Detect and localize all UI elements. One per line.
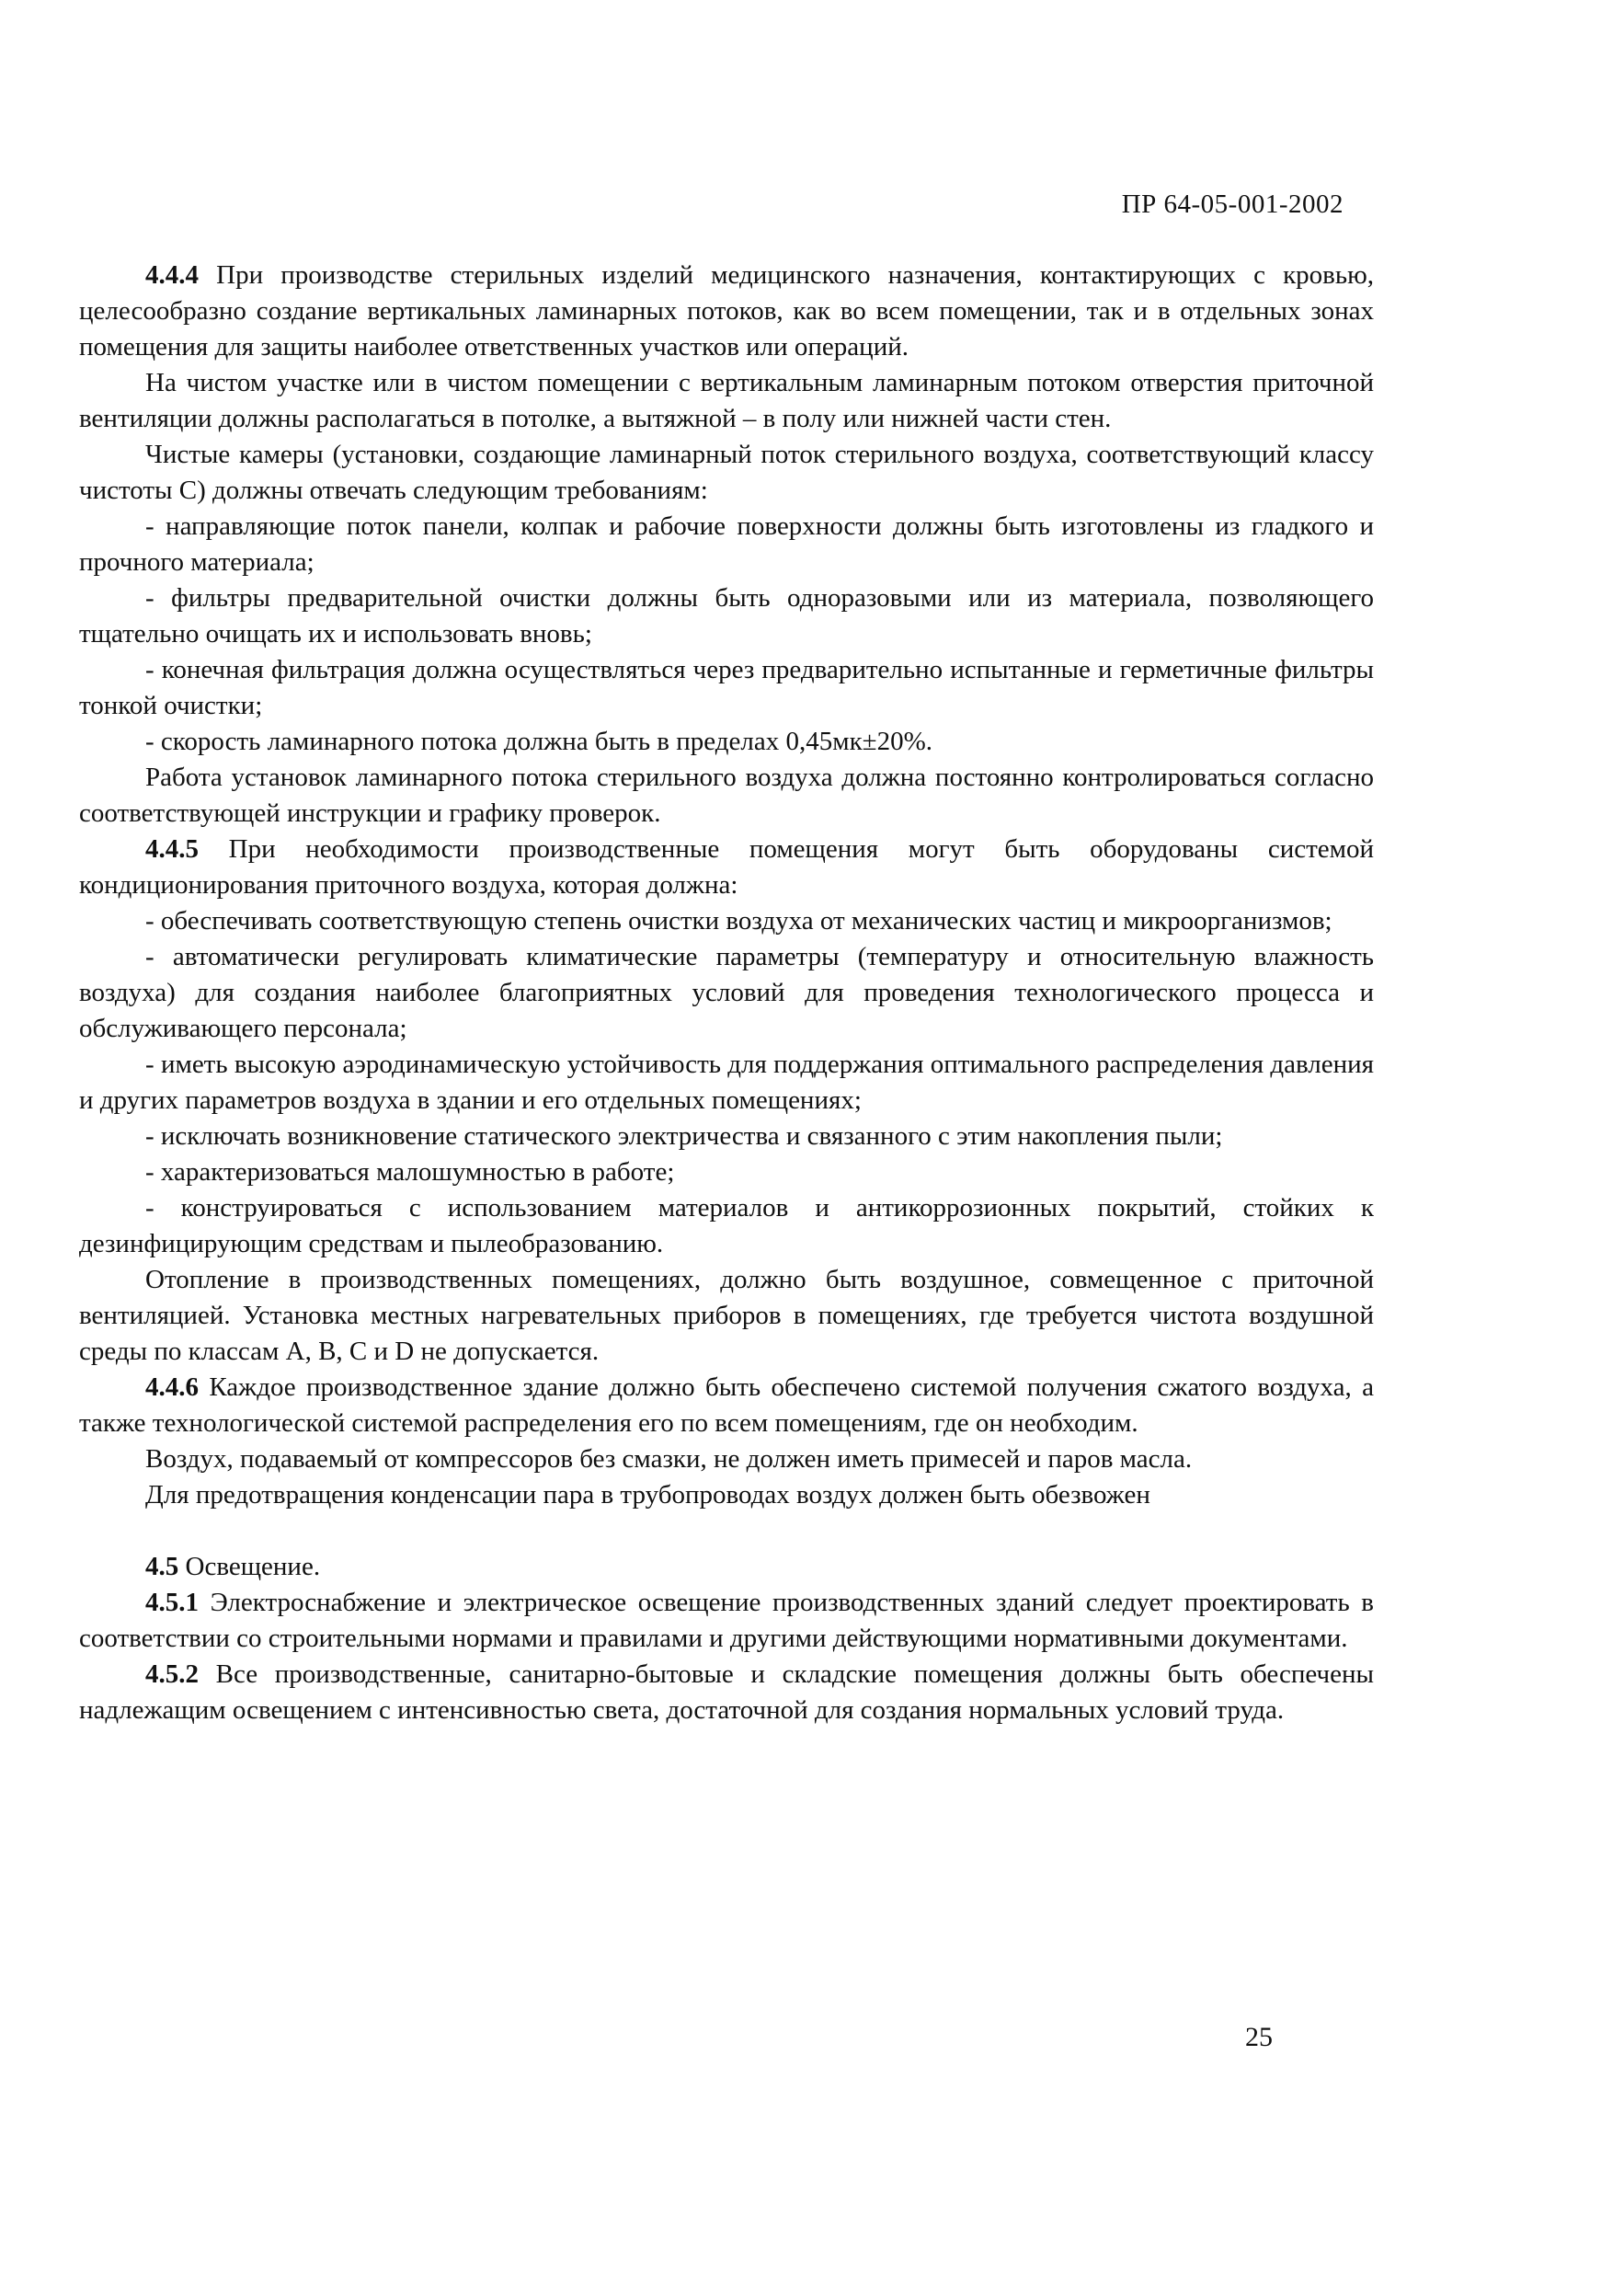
paragraph-text: - направляющие поток панели, колпак и рабочие поверхности должны быть изготовлены из гладкого и прочного материала; (79, 511, 1374, 577)
paragraph-text: При производстве стерильных изделий медицинского назначения, контактирующих с кровью, целесообразно создание вертикальных ламинарных потоков, как во всем помещении, так и в отдельных зонах помещения для защиты наиболее ответственных участков или операций. (79, 260, 1374, 362)
paragraph (79, 365, 1374, 437)
section-number: 4.4.6 (145, 1372, 199, 1402)
list-item (79, 509, 1374, 580)
paragraph-text: Все производственные, санитарно-бытовые и складские помещения должны быть обеспечены надлежащим освещением с интенсивностью света, достаточной для создания нормальных условий труда. (79, 1659, 1374, 1725)
list-item (79, 903, 1374, 939)
paragraph (79, 760, 1374, 832)
paragraph-text: - обеспечивать соответствующую степень очистки воздуха от механических частиц и микроорганизмов; (145, 906, 1332, 936)
paragraph-text: Воздух, подаваемый от компрессоров без смазки, не должен иметь примесей и паров масла. (145, 1444, 1193, 1474)
paragraph-text: Чистые камеры (установки, создающие ламинарный поток стерильного воздуха, соответствующий классу чистоты С) должны отвечать следующим требованиям: (79, 440, 1374, 505)
section-title: Освещение. (178, 1552, 321, 1581)
section-number: 4.5 (145, 1552, 179, 1581)
list-item (79, 580, 1374, 652)
list-item (79, 652, 1374, 724)
list-item (79, 1154, 1374, 1190)
list-item (79, 939, 1374, 1047)
page-body (79, 258, 1374, 1728)
paragraph-4-4-5 (79, 832, 1374, 903)
section-number: 4.5.1 (145, 1588, 199, 1617)
list-item (79, 1119, 1374, 1154)
page-header-doc-code: ПР 64-05-001-2002 (1121, 189, 1344, 219)
paragraph-text: - характеризоваться малошумностью в работе; (145, 1157, 675, 1187)
section-number: 4.4.5 (145, 834, 199, 864)
paragraph (79, 437, 1374, 509)
paragraph-text: Отопление в производственных помещениях, должно быть воздушное, совмещенное с приточной вентиляцией. Установка местных нагревательных приборов в помещениях, где требуется чистота воздушной среды по классам А, В, С и D не допускается. (79, 1265, 1374, 1366)
paragraph (79, 1441, 1374, 1477)
list-item (79, 1190, 1374, 1262)
section-number: 4.5.2 (145, 1659, 199, 1689)
page-number: 25 (1245, 2022, 1273, 2052)
paragraph-text: Каждое производственное здание должно быть обеспечено системой получения сжатого воздуха, а также технологической системой распределения его по всем помещениям, где он необходим. (79, 1372, 1374, 1438)
section-heading-4-5 (79, 1549, 1374, 1585)
paragraph-text: - конечная фильтрация должна осуществляться через предварительно испытанные и герметичные фильтры тонкой очистки; (79, 655, 1374, 720)
paragraph-text: - иметь высокую аэродинамическую устойчивость для поддержания оптимального распределения давления и других параметров воздуха в здании и его отдельных помещениях; (79, 1050, 1374, 1115)
paragraph-text: Для предотвращения конденсации пара в трубопроводах воздух должен быть обезвожен (145, 1480, 1150, 1510)
paragraph (79, 1477, 1374, 1513)
paragraph-text: При необходимости производственные помещения могут быть оборудованы системой кондиционирования приточного воздуха, которая должна: (79, 834, 1374, 900)
section-number: 4.4.4 (145, 260, 199, 290)
paragraph-text: - конструироваться с использованием материалов и антикоррозионных покрытий, стойких к дезинфицирующим средствам и пылеобразованию. (79, 1193, 1374, 1258)
paragraph-4-4-4 (79, 258, 1374, 365)
paragraph-4-4-6 (79, 1370, 1374, 1441)
paragraph-text: На чистом участке или в чистом помещении с вертикальным ламинарным потоком отверстия приточной вентиляции должны располагаться в потолке, а вытяжной – в полу или нижней части стен. (79, 368, 1374, 433)
paragraph-text: Электроснабжение и электрическое освещение производственных зданий следует проектировать в соответствии со строительными нормами и правилами и другими действующими нормативными документами. (79, 1588, 1374, 1653)
paragraph-4-5-1 (79, 1585, 1374, 1657)
paragraph (79, 1262, 1374, 1370)
list-item (79, 1047, 1374, 1119)
paragraph-text: - автоматически регулировать климатические параметры (температуру и относительную влажность воздуха) для создания наиболее благоприятных условий для проведения технологического процесса и обслуживающего персонала; (79, 942, 1374, 1043)
paragraph-text: Работа установок ламинарного потока стерильного воздуха должна постоянно контролироваться согласно соответствующей инструкции и графику проверок. (79, 763, 1374, 828)
paragraph-4-5-2 (79, 1657, 1374, 1728)
paragraph-text: - скорость ламинарного потока должна быть в пределах 0,45мк±20%. (145, 727, 932, 756)
paragraph-text: - фильтры предварительной очистки должны быть одноразовыми или из материала, позволяющего тщательно очищать их и использовать вновь; (79, 583, 1374, 649)
paragraph-text: - исключать возникновение статического электричества и связанного с этим накопления пыли; (145, 1121, 1223, 1151)
list-item (79, 724, 1374, 760)
